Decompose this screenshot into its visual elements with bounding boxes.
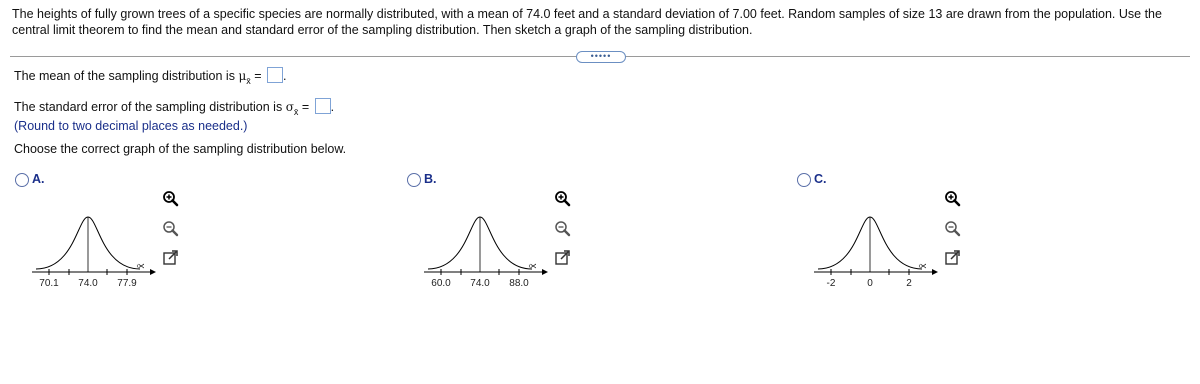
mean-equals: = [254, 69, 262, 83]
tick-label: 60.0 [431, 278, 451, 289]
se-line [14, 98, 335, 117]
option-b-graph [422, 204, 552, 296]
mean-period: . [283, 69, 287, 83]
zoom-out-icon[interactable] [161, 220, 179, 238]
tick-label: 77.9 [117, 278, 137, 289]
option-b-radio[interactable] [407, 173, 421, 187]
se-equals: = [301, 100, 310, 114]
option-b[interactable] [404, 168, 784, 298]
pop-out-icon[interactable] [943, 249, 961, 267]
zoom-in-icon[interactable] [553, 190, 571, 208]
axis-label: x̄ [528, 263, 539, 269]
rounding-hint: (Round to two decimal places as needed.) [14, 119, 248, 133]
option-a-radio[interactable] [15, 173, 29, 187]
option-a[interactable] [12, 168, 392, 298]
question-text: The heights of fully grown trees of a specific species are normally distributed, with a mean of 74.0 feet and a standard deviation of 7.00 feet. Random samples of size 13 are drawn from the population. Use the central limit theorem to find the mean and standard error of the sampling distribution. Then sketch a graph of the sampling distribution. [12, 7, 1162, 37]
tick-label: 74.0 [78, 278, 98, 289]
mu-subscript: x̄ [246, 76, 251, 86]
sigma-subscript: x̄ [293, 107, 299, 117]
axis-label: x̄ [918, 263, 929, 269]
mu-symbol: μ [238, 69, 247, 83]
option-c[interactable] [794, 168, 1174, 298]
zoom-out-icon[interactable] [943, 220, 961, 238]
tick-label: 74.0 [470, 278, 490, 289]
axis-arrow [932, 269, 938, 275]
sigma-symbol: σ [285, 100, 294, 114]
se-prompt: The standard error of the sampling distribution is [14, 100, 283, 114]
zoom-in-icon[interactable] [161, 190, 179, 208]
mean-answer-input[interactable] [267, 67, 283, 83]
tick-label: -2 [826, 278, 836, 289]
tick-label: 88.0 [509, 278, 529, 289]
option-a-letter: A. [32, 172, 45, 186]
pop-out-icon[interactable] [553, 249, 571, 267]
axis-arrow [150, 269, 156, 275]
pop-out-icon[interactable] [161, 249, 179, 267]
se-answer-input[interactable] [315, 98, 331, 114]
option-c-radio[interactable] [797, 173, 811, 187]
option-a-graph [30, 204, 160, 296]
se-period: . [330, 100, 335, 114]
mean-line [14, 67, 287, 86]
tick-label: 70.1 [39, 278, 59, 289]
option-c-graph [812, 204, 942, 296]
tick-label: 2 [906, 278, 912, 289]
option-c-letter: C. [814, 172, 827, 186]
zoom-out-icon[interactable] [553, 220, 571, 238]
axis-label: x̄ [136, 263, 147, 269]
mean-prompt: The mean of the sampling distribution is [14, 69, 235, 83]
option-b-letter: B. [424, 172, 437, 186]
tick-label: 0 [867, 278, 873, 289]
show-more-button[interactable]: ••••• [576, 51, 626, 63]
axis-arrow [542, 269, 548, 275]
zoom-in-icon[interactable] [943, 190, 961, 208]
choose-prompt: Choose the correct graph of the sampling distribution below. [14, 142, 347, 156]
